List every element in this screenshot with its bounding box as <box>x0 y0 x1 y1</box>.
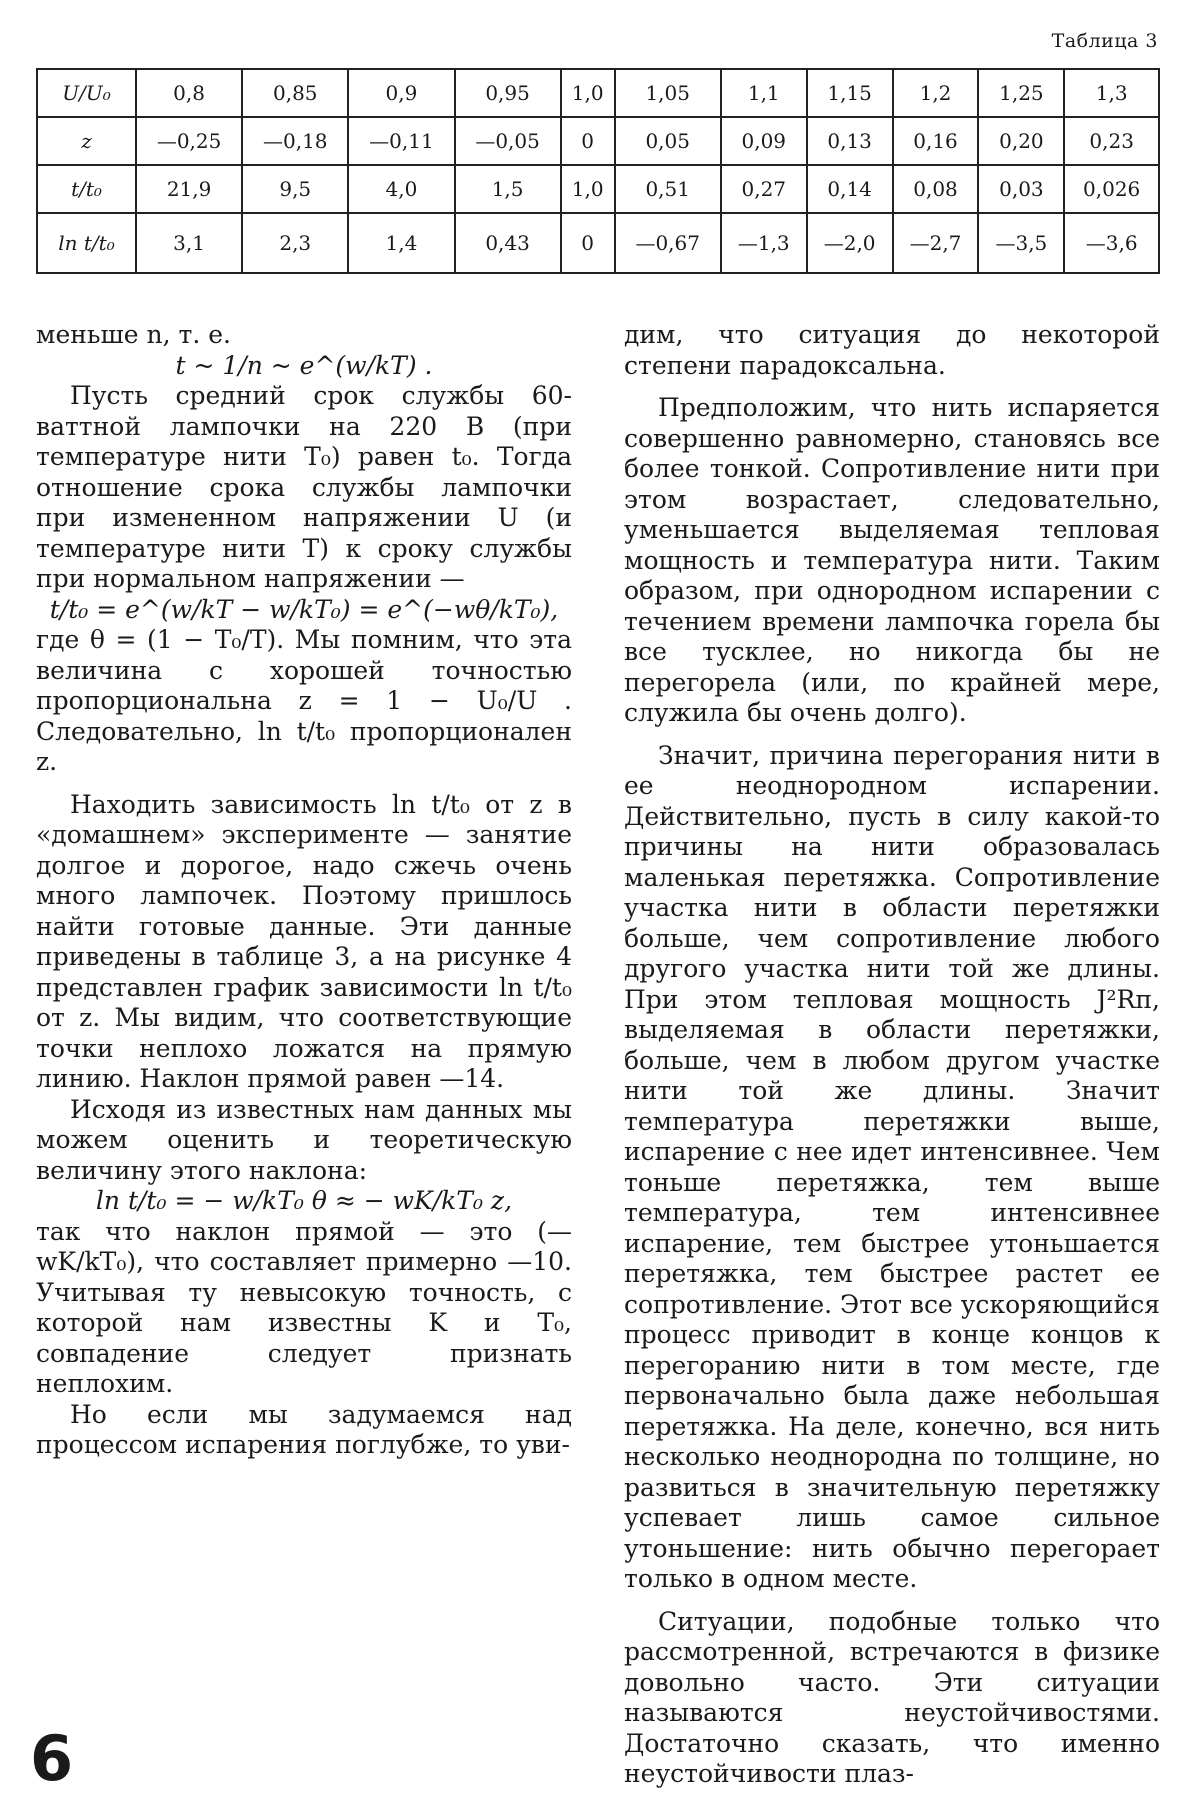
table-cell: 1,0 <box>561 165 615 213</box>
table-cell: —2,7 <box>893 213 979 273</box>
table-cell: 0,27 <box>721 165 807 213</box>
table-cell: 1,05 <box>615 69 721 117</box>
table-cell: 1,2 <box>893 69 979 117</box>
paragraph: так что наклон прямой — это (—wK/kT₀), что составляет примерно —10. Учитывая ту невысокую точность, с которой нам известны K и T₀, совпадение следует признать неплохим. <box>36 1216 572 1398</box>
table-cell: 3,1 <box>136 213 242 273</box>
paragraph: Ситуации, подобные только что рассмотренной, встречаются в физике довольно часто. Эти ситуации называются неустойчивостями. Достаточно сказать, что именно неустойчивости плаз- <box>624 1606 1160 1788</box>
table-cell: —1,3 <box>721 213 807 273</box>
row-header: U/U₀ <box>37 69 136 117</box>
page-number: 6 <box>30 1722 74 1795</box>
table-cell: —3,5 <box>978 213 1064 273</box>
table-cell: 1,4 <box>348 213 454 273</box>
paragraph: Значит, причина перегорания нити в ее неоднородном испарении. Действительно, пусть в силу какой-то причины на нити образовалась маленькая перетяжка. Сопротивление участка нити в области перетяжки больше, чем сопротивление любого другого участка нити той же длины. При этом тепловая мощность J²Rп, выделяемая в области перетяжки, больше, чем в любом другом участке нити той же длины. Значит температура перетяжки выше, испарение с нее идет интенсивнее. Чем тоньше перетяжка, тем выше температура, тем интенсивнее испарение, тем быстрее утоньшается перетяжка, тем быстрее растет ее сопротивление. Этот все ускоряющийся процесс приводит в конце концов к перегоранию нити в том месте, где первоначально была даже небольшая перетяжка. На деле, конечно, вся нить несколько неоднородна по толщине, но развиться в значительную перетяжку успевает лишь самое сильное утоньшение: нить обычно перегорает только в одном месте. <box>624 740 1160 1593</box>
table-cell: 1,3 <box>1064 69 1159 117</box>
paragraph: Предположим, что нить испаряется совершенно равномерно, становясь все более тонкой. Сопротивление нити при этом возрастает, следовательно, уменьшается выделяемая тепловая мощность и температура нити. Таким образом, при однородном испарении с течением времени лампочка горела бы все тусклее, но никогда бы не перегорела (или, по крайней мере, служила бы очень долго). <box>624 393 1160 727</box>
table-cell: 0,05 <box>615 117 721 165</box>
table-cell: —0,05 <box>455 117 561 165</box>
paragraph: меньше n, т. е. <box>36 320 231 349</box>
table-cell: 0,026 <box>1064 165 1159 213</box>
right-column <box>624 320 1160 1790</box>
table-cell: —2,0 <box>807 213 893 273</box>
table-cell: 1,0 <box>561 69 615 117</box>
table-row <box>37 69 1159 117</box>
table-cell: 2,3 <box>242 213 348 273</box>
table-row <box>37 117 1159 165</box>
table-cell: 0 <box>561 117 615 165</box>
left-column <box>36 320 572 1461</box>
table-cell: 0,23 <box>1064 117 1159 165</box>
paragraph: Находить зависимость ln t/t₀ от z в «домашнем» эксперименте — занятие долгое и дорогое, надо сжечь очень много лампочек. Поэтому пришлось найти готовые данные. Эти данные приведены в таблице 3, а на рисунке 4 представлен график зависимости ln t/t₀ от z. Мы видим, что соответствующие точки неплохо ложатся на прямую линию. Наклон прямой равен —14. <box>36 789 572 1093</box>
paragraph: дим, что ситуация до некоторой степени парадоксальна. <box>624 320 1160 380</box>
table-cell: 1,25 <box>978 69 1064 117</box>
formula-slope: ln t/t₀ = − w/kT₀ θ ≈ − wK/kT₀ z, <box>95 1186 513 1215</box>
table-cell: 0,16 <box>893 117 979 165</box>
table-cell: 0 <box>561 213 615 273</box>
table-cell: 0,9 <box>348 69 454 117</box>
table-row <box>37 213 1159 273</box>
table-cell: 0,85 <box>242 69 348 117</box>
paragraph: Исходя из известных нам данных мы можем оценить и теоретическую величину этого наклона: <box>36 1094 572 1185</box>
table-cell: 0,51 <box>615 165 721 213</box>
table-cell: 1,15 <box>807 69 893 117</box>
paragraph: где θ = (1 − T₀/T). Мы помним, что эта величина с хорошей точностью пропорциональна z = 1 − U₀/U . Следовательно, ln t/t₀ пропорционален z. <box>36 625 572 776</box>
table-cell: 0,13 <box>807 117 893 165</box>
table-cell: 0,95 <box>455 69 561 117</box>
table-cell: 4,0 <box>348 165 454 213</box>
table-cell: 0,20 <box>978 117 1064 165</box>
table-cell: —3,6 <box>1064 213 1159 273</box>
table-cell: 21,9 <box>136 165 242 213</box>
table-cell: —0,11 <box>348 117 454 165</box>
row-header: t/t₀ <box>37 165 136 213</box>
paragraph: Пусть средний срок службы 60-ваттной лампочки на 220 В (при температуре нити T₀) равен t₀. Тогда отношение срока службы лампочки при измененном напряжении U (и температуре нити T) к сроку службы при нормальном напряжении — <box>36 381 572 593</box>
table-cell: 0,08 <box>893 165 979 213</box>
formula-lifetime: t ~ 1/n ~ e^(w/kT) . <box>175 350 433 380</box>
table-caption: Таблица 3 <box>1051 30 1158 52</box>
row-header: ln t/t₀ <box>37 213 136 273</box>
formula-ratio: t/t₀ = e^(w/kT − w/kT₀) = e^(−wθ/kT₀), <box>49 594 559 624</box>
table-cell: 9,5 <box>242 165 348 213</box>
paragraph: Но если мы задумаемся над процессом испарения поглубже, то уви- <box>36 1399 572 1459</box>
table-cell: 0,43 <box>455 213 561 273</box>
table-row <box>37 165 1159 213</box>
table-cell: 1,1 <box>721 69 807 117</box>
table-cell: 0,8 <box>136 69 242 117</box>
table-cell: —0,67 <box>615 213 721 273</box>
table-cell: 1,5 <box>455 165 561 213</box>
table-cell: —0,18 <box>242 117 348 165</box>
table-cell: 0,14 <box>807 165 893 213</box>
row-header: z <box>37 117 136 165</box>
table-cell: —0,25 <box>136 117 242 165</box>
table-cell: 0,09 <box>721 117 807 165</box>
data-table <box>36 68 1160 274</box>
table-cell: 0,03 <box>978 165 1064 213</box>
